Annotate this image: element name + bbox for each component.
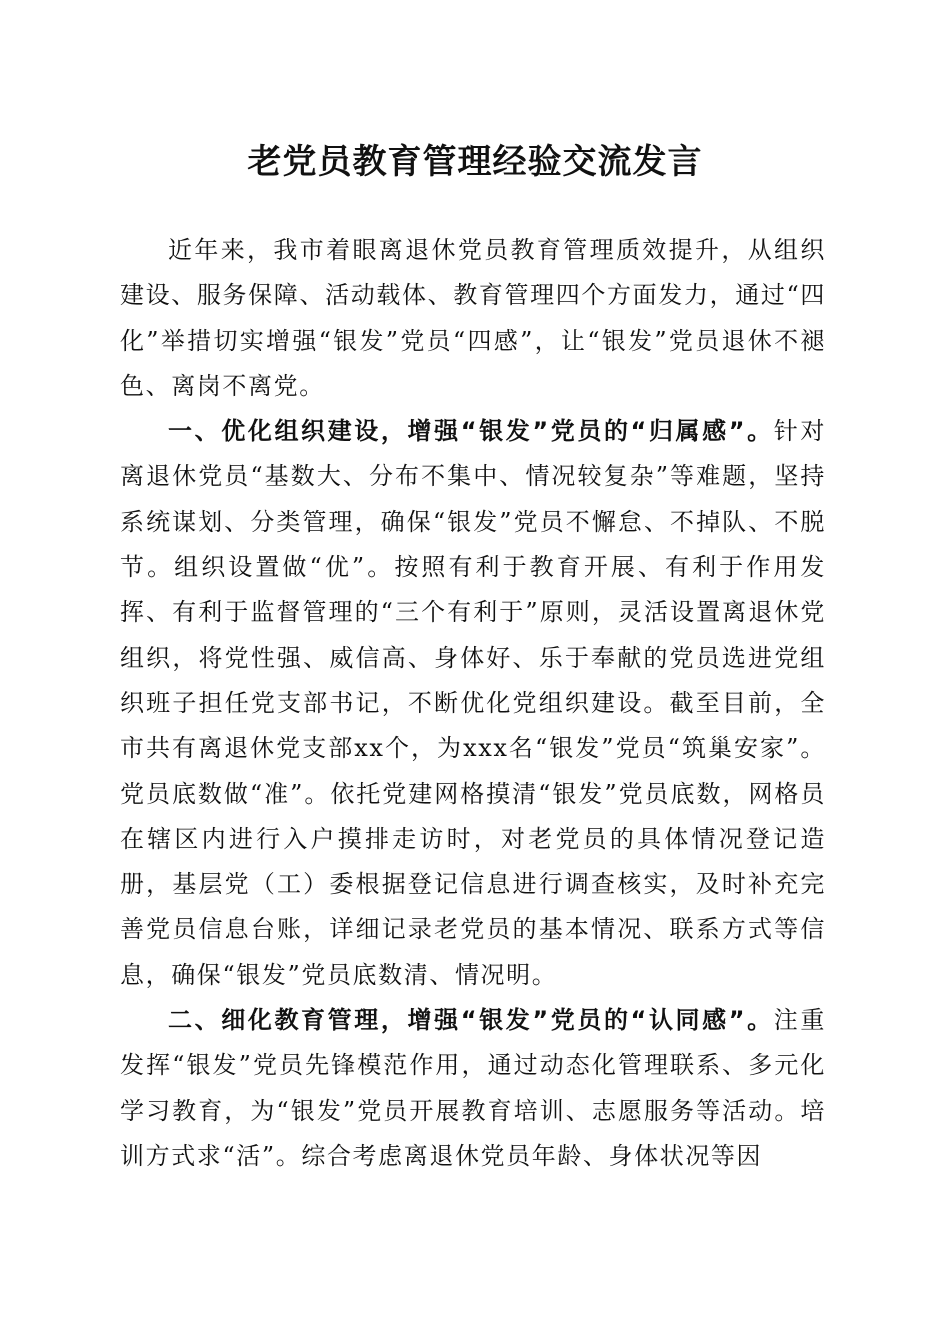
section-2-paragraph — [120, 998, 826, 1179]
section-2-heading: 二、细化教育管理，增强“银发”党员的“认同感”。 — [168, 1006, 774, 1035]
section-1-text: 针对离退休党员“基数大、分布不集中、情况较复杂”等难题，坚持系统谋划、分类管理，确保“银发”党员不懈怠、不掉队、不脱节。组织设置做“优”。按照有利于教育开展、有利于作用发挥、有利于监督管理的“三个有利于”原则，灵活设置离退休党组织，将党性强、威信高、身体好、乐于奉献的党员选进党组织班子担任党支部书记，不断优化党组织建设。截至目前，全市共有离退休党支部xx个，为xxx名“银发”党员“筑巢安家”。党员底数做“准”。依托党建网格摸清“银发”党员底数，网格员在辖区内进行入户摸排走访时，对老党员的具体情况登记造册，基层党（工）委根据登记信息进行调查核实，及时补充完善党员信息台账，详细记录老党员的基本情况、联系方式等信息，确保“银发”党员底数清、情况明。 — [120, 417, 826, 989]
section-1-paragraph — [120, 409, 826, 998]
document-title: 老党员教育管理经验交流发言 — [247, 142, 703, 182]
document-body — [120, 228, 826, 1179]
section-2-text: 注重发挥“银发”党员先锋模范作用，通过动态化管理联系、多元化学习教育，为“银发”党员开展教育培训、志愿服务等活动。培训方式求“活”。综合考虑离退休党员年龄、身体状况等因 — [120, 1006, 826, 1170]
intro-paragraph: 近年来，我市着眼离退休党员教育管理质效提升，从组织建设、服务保障、活动载体、教育管理四个方面发力，通过“四化”举措切实增强“银发”党员“四感”，让“银发”党员退休不褪色、离岗不离党。 — [120, 236, 826, 400]
section-1-heading: 一、优化组织建设，增强“银发”党员的“归属感”。 — [168, 417, 774, 446]
